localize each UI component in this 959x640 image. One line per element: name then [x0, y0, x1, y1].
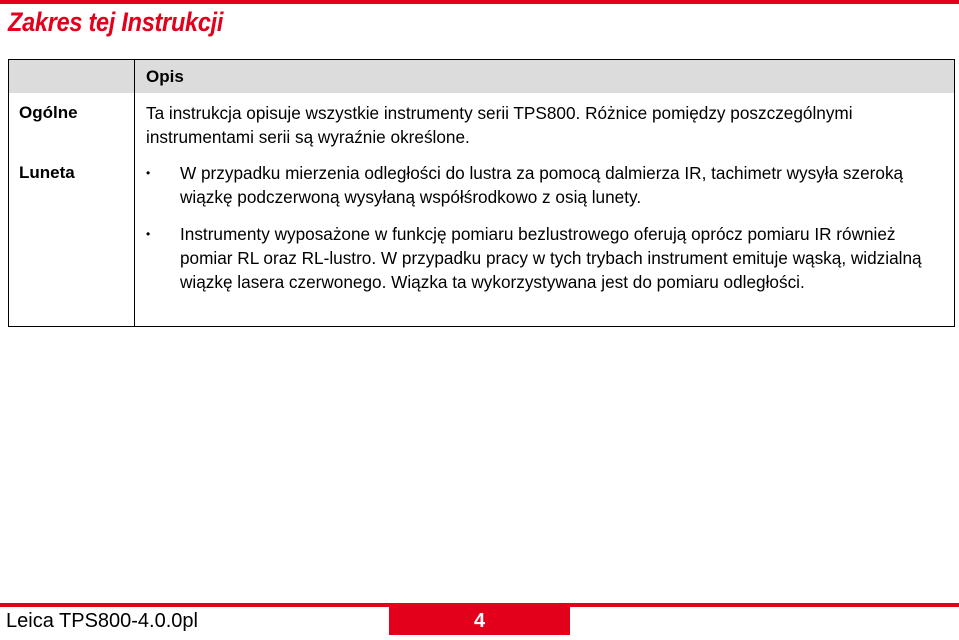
content-table: [8, 59, 955, 327]
bullet-text: Instrumenty wyposażone w funkcję pomiaru bezlustrowego oferują oprócz pomiaru IR również pomiar RL oraz RL-lustro. W przypadku pracy w tych trybach instrument emituje wąską, widzialną wiązkę lasera czerwonego. Wiązka ta wykorzystywana jest do pomiaru odległości.: [180, 224, 922, 292]
bullet-icon: •: [146, 166, 151, 180]
list-item: [146, 161, 946, 209]
footer-page-number: 4: [389, 607, 570, 635]
column-divider: [134, 60, 135, 326]
row-label-telescope: Luneta: [19, 163, 75, 182]
footer-document-name: Leica TPS800-4.0.0pl: [6, 610, 198, 632]
row-text-general: Ta instrukcja opisuje wszystkie instrumenty serii TPS800. Różnice pomiędzy poszczególnymi instrumentami serii są wyraźnie określone.: [146, 103, 853, 147]
page-title: Zakres tej Instrukcji: [8, 7, 224, 37]
bullet-icon: •: [146, 227, 151, 241]
bullet-text: W przypadku mierzenia odległości do lustra za pomocą dalmierza IR, tachimetr wysyła szeroką wiązkę podczerwoną wysyłaną współśrodkowo z osią lunety.: [180, 163, 904, 207]
row-label-general: Ogólne: [19, 103, 78, 122]
column-header-description: Opis: [146, 67, 184, 86]
list-item: [146, 222, 946, 294]
top-rule: [0, 0, 959, 4]
